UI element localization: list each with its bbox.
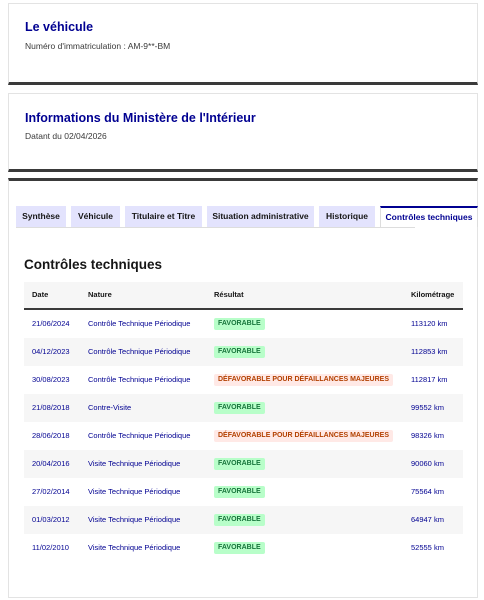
- row-nature: Contrôle Technique Périodique: [88, 375, 191, 384]
- row-km: 99552 km: [411, 403, 444, 412]
- row-date: 21/08/2018: [32, 403, 70, 412]
- row-km: 112853 km: [411, 347, 448, 356]
- header-date: Date: [32, 290, 49, 299]
- technical-controls-table: [24, 282, 463, 562]
- header-nature: Nature: [88, 290, 112, 299]
- vehicle-card: [8, 3, 478, 85]
- tab-situation-administrative[interactable]: Situation administrative: [207, 206, 314, 227]
- row-km: 113120 km: [411, 319, 448, 328]
- ministry-date: Datant du 02/04/2026: [25, 131, 107, 141]
- tab-historique[interactable]: Historique: [319, 206, 375, 227]
- tab-divider: [16, 227, 415, 228]
- row-date: 01/03/2012: [32, 515, 70, 524]
- row-nature: Contrôle Technique Périodique: [88, 319, 191, 328]
- status-badge: FAVORABLE: [214, 458, 265, 470]
- section-title: Contrôles techniques: [24, 257, 163, 272]
- row-date: 04/12/2023: [32, 347, 70, 356]
- table-row: [24, 478, 463, 506]
- status-badge: FAVORABLE: [214, 346, 265, 358]
- status-badge: FAVORABLE: [214, 514, 265, 526]
- row-nature: Contrôle Technique Périodique: [88, 431, 191, 440]
- status-badge: FAVORABLE: [214, 542, 265, 554]
- status-badge: FAVORABLE: [214, 402, 265, 414]
- table-header: [24, 282, 463, 310]
- tab-synthese[interactable]: Synthèse: [16, 206, 66, 227]
- row-date: 20/04/2016: [32, 459, 70, 468]
- row-date: 30/08/2023: [32, 375, 70, 384]
- header-result: Résultat: [214, 290, 244, 299]
- table-row: [24, 534, 463, 562]
- row-nature: Visite Technique Périodique: [88, 459, 181, 468]
- row-km: 75564 km: [411, 487, 444, 496]
- row-date: 28/06/2018: [32, 431, 70, 440]
- row-nature: Contrôle Technique Périodique: [88, 347, 191, 356]
- ministry-card: [8, 93, 478, 172]
- vehicle-plate: Numéro d'immatriculation : AM-9**-BM: [25, 41, 171, 51]
- tab-vehicule[interactable]: Véhicule: [71, 206, 120, 227]
- tab-titulaire-titre[interactable]: Titulaire et Titre: [125, 206, 202, 227]
- row-date: 11/02/2010: [32, 543, 69, 552]
- row-km: 52555 km: [411, 543, 444, 552]
- row-nature: Contre-Visite: [88, 403, 132, 412]
- row-date: 21/06/2024: [32, 319, 70, 328]
- table-row: [24, 422, 463, 450]
- row-date: 27/02/2014: [32, 487, 70, 496]
- table-row: [24, 394, 463, 422]
- row-km: 98326 km: [411, 431, 444, 440]
- table-row: [24, 366, 463, 394]
- tab-controles-techniques[interactable]: Contrôles techniques: [380, 206, 478, 227]
- row-km: 64947 km: [411, 515, 444, 524]
- row-nature: Visite Technique Périodique: [88, 543, 181, 552]
- table-row: [24, 506, 463, 534]
- status-badge: FAVORABLE: [214, 318, 265, 330]
- row-nature: Visite Technique Périodique: [88, 487, 181, 496]
- row-km: 112817 km: [411, 375, 448, 384]
- status-badge: FAVORABLE: [214, 486, 265, 498]
- status-badge: DÉFAVORABLE POUR DÉFAILLANCES MAJEURES: [214, 430, 393, 442]
- table-row: [24, 338, 463, 366]
- row-km: 90060 km: [411, 459, 444, 468]
- table-row: [24, 310, 463, 338]
- table-row: [24, 450, 463, 478]
- vehicle-title: Le véhicule: [25, 20, 94, 34]
- status-badge: DÉFAVORABLE POUR DÉFAILLANCES MAJEURES: [214, 374, 393, 386]
- header-km: Kilométrage: [411, 290, 455, 299]
- ministry-title: Informations du Ministère de l'Intérieur: [25, 111, 256, 125]
- row-nature: Visite Technique Périodique: [88, 515, 181, 524]
